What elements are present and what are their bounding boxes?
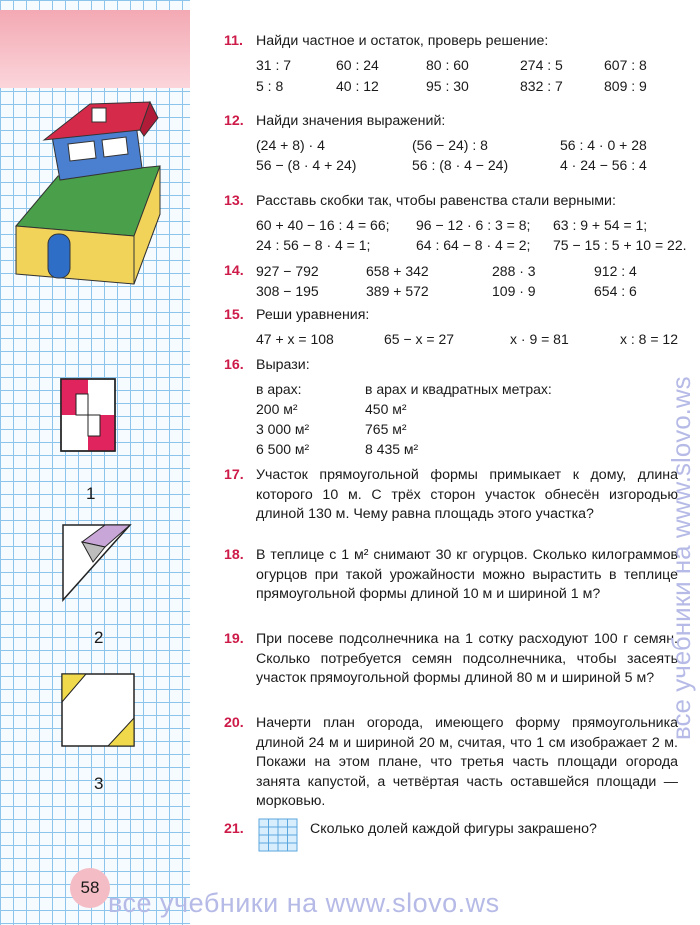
task-number: 20. [224,715,244,731]
expr: 288 · 3 [492,263,536,279]
task-number: 12. [224,113,244,129]
expr: (24 + 8) · 4 [256,137,325,153]
value: 200 м² [256,401,298,417]
value: 6 500 м² [256,441,310,457]
figure-2 [60,522,132,602]
side-watermark: все учебники на www.slovo.ws [666,376,696,740]
expr: 809 : 9 [604,78,647,94]
task-text: Вырази: [256,357,310,373]
equation: 65 − x = 27 [384,331,455,347]
task-number: 19. [224,631,244,647]
task-text: Найди частное и остаток, проверь решение: [256,33,549,49]
expr: 24 : 56 − 8 · 4 = 1; [256,237,371,253]
task-text: При посеве подсолнечника на 1 сотку расходуют 100 г семян. Сколько потребуется семян подсолнечника, чтобы засеять участок прямоугольной формы длиной 80 м и шириной 5 м? [256,631,678,687]
expr: (56 − 24) : 8 [412,137,488,153]
task-number: 14. [224,263,244,279]
expr: 56 : 4 · 0 + 28 [560,137,647,153]
pink-header-band [0,10,190,88]
expr: 60 + 40 − 16 : 4 = 66; [256,217,390,233]
expr: 658 + 342 [366,263,429,279]
task-number: 13. [224,193,244,209]
expr: 109 · 9 [492,283,536,299]
expr: 31 : 7 [256,57,292,73]
task-number: 15. [224,307,244,323]
value: 8 435 м² [365,441,419,457]
expr: 75 − 15 : 5 + 10 = 22. [553,237,687,253]
expr: 64 : 64 − 8 · 4 = 2; [416,237,531,253]
expr: 274 : 5 [520,57,563,73]
equation: 47 + x = 108 [256,331,334,347]
house-illustration [10,96,182,296]
task-text: Найди значения выражений: [256,113,446,129]
task-text: Реши уравнения: [256,307,370,323]
expr: 5 : 8 [256,78,284,94]
expr: 4 · 24 − 56 : 4 [560,157,647,173]
expr: 80 : 60 [426,57,469,73]
expr: 63 : 9 + 54 = 1; [553,217,648,233]
page-number: 58 [70,868,110,908]
task-text: Сколько долей каждой фигуры закрашено? [310,821,597,837]
expr: 40 : 12 [336,78,379,94]
expr: 95 : 30 [426,78,469,94]
column-heading: в арах: [256,381,302,397]
task-text: Начерти план огорода, имеющего форму прямоугольника длиной 24 м и шириной 20 м, считая, что 1 см изображает 2 м. Покажи на этом плане, что третья часть площади огорода занята капустой, а четвёртая часть оставшейся площади — морковью. [256,715,678,810]
task-number: 17. [224,467,244,483]
expr: 607 : 8 [604,57,647,73]
task-number: 16. [224,357,244,373]
expr: 389 + 572 [366,283,429,299]
task-text: Расставь скобки так, чтобы равенства стали верными: [256,193,616,209]
expr: 927 − 792 [256,263,319,279]
value: 3 000 м² [256,421,310,437]
figure-1 [60,378,116,452]
expr: 912 : 4 [594,263,637,279]
expr: 60 : 24 [336,57,379,73]
expr: 308 − 195 [256,283,319,299]
expr: 654 : 6 [594,283,637,299]
figure-3 [60,672,136,748]
figure-1-label: 1 [86,484,96,503]
grid-square-icon [258,818,298,852]
task-text: В теплице с 1 м² снимают 30 кг огурцов. Сколько килограммов огурцов при такой урожайности можно вырастить в теплице прямоугольной формы длиной 10 м и шириной 1 м? [256,547,678,603]
task-number: 11. [224,33,243,49]
expr: 56 : (8 · 4 − 24) [412,157,509,173]
side-watermark-anchor [666,376,696,750]
figure-2-label: 2 [94,628,104,647]
value: 765 м² [365,421,407,437]
task-text: Участок прямоугольной формы примыкает к дому, длина которого 10 м. С трёх сторон участок обнесён изгородью длиной 130 м. Чему равна площадь этого участка? [256,467,678,523]
equation: x : 8 = 12 [620,331,678,347]
task-number: 21. [224,821,244,837]
column-heading: в арах и квадратных метрах: [365,381,552,397]
task-number: 18. [224,547,244,563]
expr: 96 − 12 · 6 : 3 = 8; [416,217,531,233]
expr: 832 : 7 [520,78,563,94]
equation: x · 9 = 81 [510,331,569,347]
bottom-watermark: все учебники на www.slovo.ws [108,888,500,918]
value: 450 м² [365,401,407,417]
figure-3-label: 3 [94,774,104,793]
expr: 56 − (8 · 4 + 24) [256,157,357,173]
